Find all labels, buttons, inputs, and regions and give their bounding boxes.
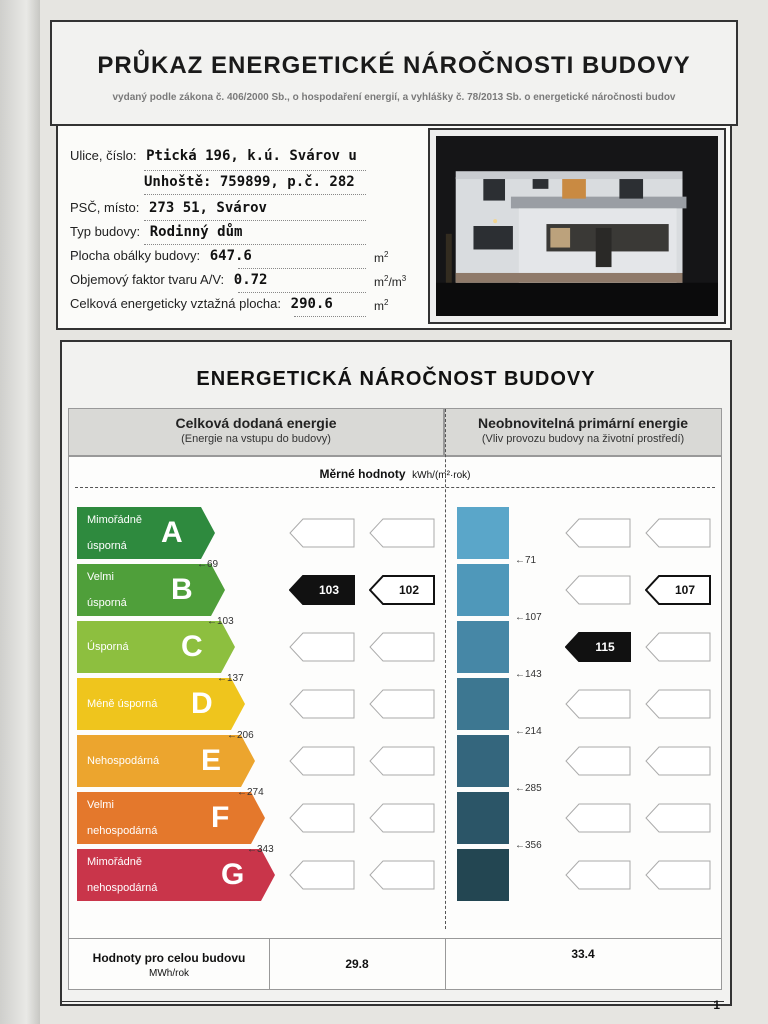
primary-threshold-label: ← 143 bbox=[515, 669, 542, 680]
empty-pointer-frame bbox=[369, 518, 435, 548]
psc-label: PSČ, místo: bbox=[70, 200, 140, 215]
page-number: 1 bbox=[713, 998, 720, 1012]
delivered-threshold-label: ← 103 bbox=[207, 616, 234, 627]
primary-energy-scale-block bbox=[457, 507, 509, 559]
primary-energy-header bbox=[444, 408, 722, 456]
energy-class-name: Velmi úsporná bbox=[87, 570, 127, 609]
pointer-value: 102 bbox=[398, 583, 420, 597]
psc-value: 273 51, Svárov bbox=[148, 200, 267, 216]
energy-value-pointer-left bbox=[369, 575, 435, 605]
primary-threshold-label: ← 214 bbox=[515, 726, 542, 737]
delivered-threshold-label: ← 206 bbox=[227, 730, 254, 741]
primary-threshold-label: ← 71 bbox=[515, 555, 536, 566]
primary-energy-scale-block bbox=[457, 792, 509, 844]
area-unit: $m^2$ bbox=[374, 298, 389, 313]
delivered-energy-title: Celková dodaná energie bbox=[175, 415, 337, 431]
page-subtitle: vydaný podle zákona č. 406/2000 Sb., o hospodaření energií, a vyhlášky č. 78/2013 Sb. o energetické náročnosti budov bbox=[112, 92, 676, 103]
empty-pointer-frame bbox=[289, 689, 355, 719]
energy-class-a bbox=[77, 507, 215, 559]
totals-unit: MWh/rok bbox=[149, 968, 189, 979]
primary-threshold-label: ← 285 bbox=[515, 783, 542, 794]
empty-pointer-frame bbox=[565, 575, 631, 605]
house-photo-image bbox=[436, 136, 718, 316]
empty-pointer-frame bbox=[645, 803, 711, 833]
energy-class-f bbox=[77, 792, 265, 844]
envelope-unit: $m^2$ bbox=[374, 250, 389, 265]
primary-threshold-label: ← 107 bbox=[515, 612, 542, 623]
street-value-1: Ptická 196, k.ú. Svárov u bbox=[146, 148, 357, 164]
energy-class-name: Mimořádně úsporná bbox=[87, 513, 143, 552]
volume-row bbox=[70, 272, 267, 288]
certificate-header bbox=[50, 20, 738, 126]
empty-pointer-frame bbox=[289, 803, 355, 833]
empty-pointer-frame bbox=[645, 518, 711, 548]
energy-class-g bbox=[77, 849, 275, 901]
primary-energy-subtitle: (Vliv provozu budovy na životní prostředí) bbox=[481, 433, 685, 445]
area-label: Celková energeticky vztažná plocha: bbox=[70, 296, 282, 311]
energy-class-b bbox=[77, 564, 225, 616]
envelope-value: 647.6 bbox=[209, 248, 252, 264]
empty-pointer-frame bbox=[369, 803, 435, 833]
energy-class-letter: C bbox=[181, 630, 203, 663]
street-value-2: Unhoště: 759899, p.č. 282 bbox=[144, 174, 355, 190]
street-underline-2 bbox=[144, 194, 366, 195]
total-delivered-energy: 29.8 bbox=[269, 939, 446, 989]
footer-rule bbox=[60, 1001, 724, 1002]
energy-class-chart bbox=[68, 456, 722, 940]
pointer-value: 103 bbox=[318, 583, 340, 597]
empty-pointer-frame bbox=[565, 689, 631, 719]
area-value: 290.6 bbox=[290, 296, 333, 312]
pointer-value: 107 bbox=[674, 583, 696, 597]
type-underline bbox=[144, 244, 366, 245]
empty-pointer-frame bbox=[289, 632, 355, 662]
area-underline bbox=[294, 316, 366, 317]
empty-pointer-frame bbox=[645, 632, 711, 662]
empty-pointer-frame bbox=[369, 860, 435, 890]
delivered-threshold-label: ← 69 bbox=[197, 559, 218, 570]
empty-pointer-frame bbox=[369, 632, 435, 662]
empty-pointer-frame bbox=[645, 746, 711, 776]
pointer-value: 115 bbox=[595, 640, 615, 654]
energy-class-name: Mimořádně nehospodárná bbox=[87, 855, 158, 894]
primary-energy-scale-block bbox=[457, 735, 509, 787]
street-underline bbox=[144, 170, 366, 171]
energy-class-name: Úsporná bbox=[87, 640, 129, 653]
column-divider bbox=[445, 409, 446, 929]
volume-value: 0.72 bbox=[233, 272, 268, 288]
psc-row bbox=[70, 200, 267, 216]
empty-pointer-frame bbox=[565, 746, 631, 776]
totals-label: Hodnoty pro celou budovu bbox=[92, 951, 246, 965]
volume-underline bbox=[238, 292, 366, 293]
energy-class-letter: F bbox=[211, 801, 230, 834]
empty-pointer-frame bbox=[289, 746, 355, 776]
header-dashed-line bbox=[75, 487, 715, 488]
energy-value-pointer-right bbox=[645, 575, 711, 605]
primary-energy-scale-block bbox=[457, 564, 509, 616]
energy-class-e bbox=[77, 735, 255, 787]
page-title: PRŮKAZ ENERGETICKÉ NÁROČNOSTI BUDOVY bbox=[97, 52, 691, 79]
certificate-sheet bbox=[48, 18, 740, 1018]
previous-page-edge bbox=[0, 0, 44, 1024]
empty-pointer-frame bbox=[645, 860, 711, 890]
street-label: Ulice, číslo: bbox=[70, 148, 137, 163]
delivered-threshold-label: ← 137 bbox=[217, 673, 244, 684]
energy-performance-section bbox=[60, 340, 732, 1006]
energy-class-letter: G bbox=[221, 858, 245, 891]
total-primary-energy: 33.4 bbox=[571, 947, 595, 961]
envelope-underline bbox=[238, 268, 366, 269]
empty-pointer-frame bbox=[645, 689, 711, 719]
building-info-panel bbox=[56, 124, 732, 330]
energy-class-name: Méně úsporná bbox=[87, 697, 158, 710]
volume-unit: $m^2/m^3$ bbox=[374, 274, 407, 289]
primary-energy-scale-block bbox=[457, 678, 509, 730]
type-label: Typ budovy: bbox=[70, 224, 141, 239]
empty-pointer-frame bbox=[369, 746, 435, 776]
building-totals-row bbox=[68, 938, 722, 990]
energy-class-letter: B bbox=[171, 573, 193, 606]
psc-underline bbox=[144, 220, 366, 221]
delivered-threshold-label: ← 274 bbox=[237, 787, 264, 798]
energy-class-name: Velmi nehospodárná bbox=[87, 798, 158, 837]
empty-pointer-frame bbox=[565, 518, 631, 548]
specific-values-label: Měrné hodnoty kWh/(m²·rok) bbox=[319, 467, 471, 481]
empty-pointer-frame bbox=[565, 860, 631, 890]
primary-threshold-label: ← 356 bbox=[515, 840, 542, 851]
empty-pointer-frame bbox=[369, 689, 435, 719]
primary-energy-title: Neobnovitelná primární energie bbox=[477, 415, 689, 431]
delivered-energy-subtitle: (Energie na vstupu do budovy) bbox=[181, 433, 331, 445]
energy-class-name: Nehospodárná bbox=[87, 754, 160, 767]
envelope-label: Plocha obálky budovy: bbox=[70, 248, 201, 263]
type-value: Rodinný dům bbox=[149, 224, 243, 240]
energy-class-letter: A bbox=[161, 516, 183, 549]
energy-value-pointer-left bbox=[289, 575, 355, 605]
energy-section-title: ENERGETICKÁ NÁROČNOST BUDOVY bbox=[196, 368, 596, 390]
type-row bbox=[70, 224, 242, 240]
totals-label-cell bbox=[69, 939, 270, 989]
primary-energy-scale-block bbox=[457, 849, 509, 901]
energy-class-d bbox=[77, 678, 245, 730]
energy-class-c bbox=[77, 621, 235, 673]
energy-class-letter: E bbox=[201, 744, 222, 777]
street-row bbox=[70, 148, 357, 164]
energy-class-letter: D bbox=[191, 687, 213, 720]
empty-pointer-frame bbox=[289, 860, 355, 890]
delivered-threshold-label: ← 343 bbox=[247, 844, 274, 855]
empty-pointer-frame bbox=[289, 518, 355, 548]
energy-value-pointer-right bbox=[565, 632, 631, 662]
primary-energy-scale-block bbox=[457, 621, 509, 673]
delivered-energy-header bbox=[68, 408, 444, 456]
envelope-row bbox=[70, 248, 252, 264]
area-row bbox=[70, 296, 333, 312]
building-photo bbox=[428, 128, 726, 324]
empty-pointer-frame bbox=[565, 803, 631, 833]
volume-label: Objemový faktor tvaru A/V: bbox=[70, 272, 225, 287]
street-row-2 bbox=[144, 174, 355, 190]
